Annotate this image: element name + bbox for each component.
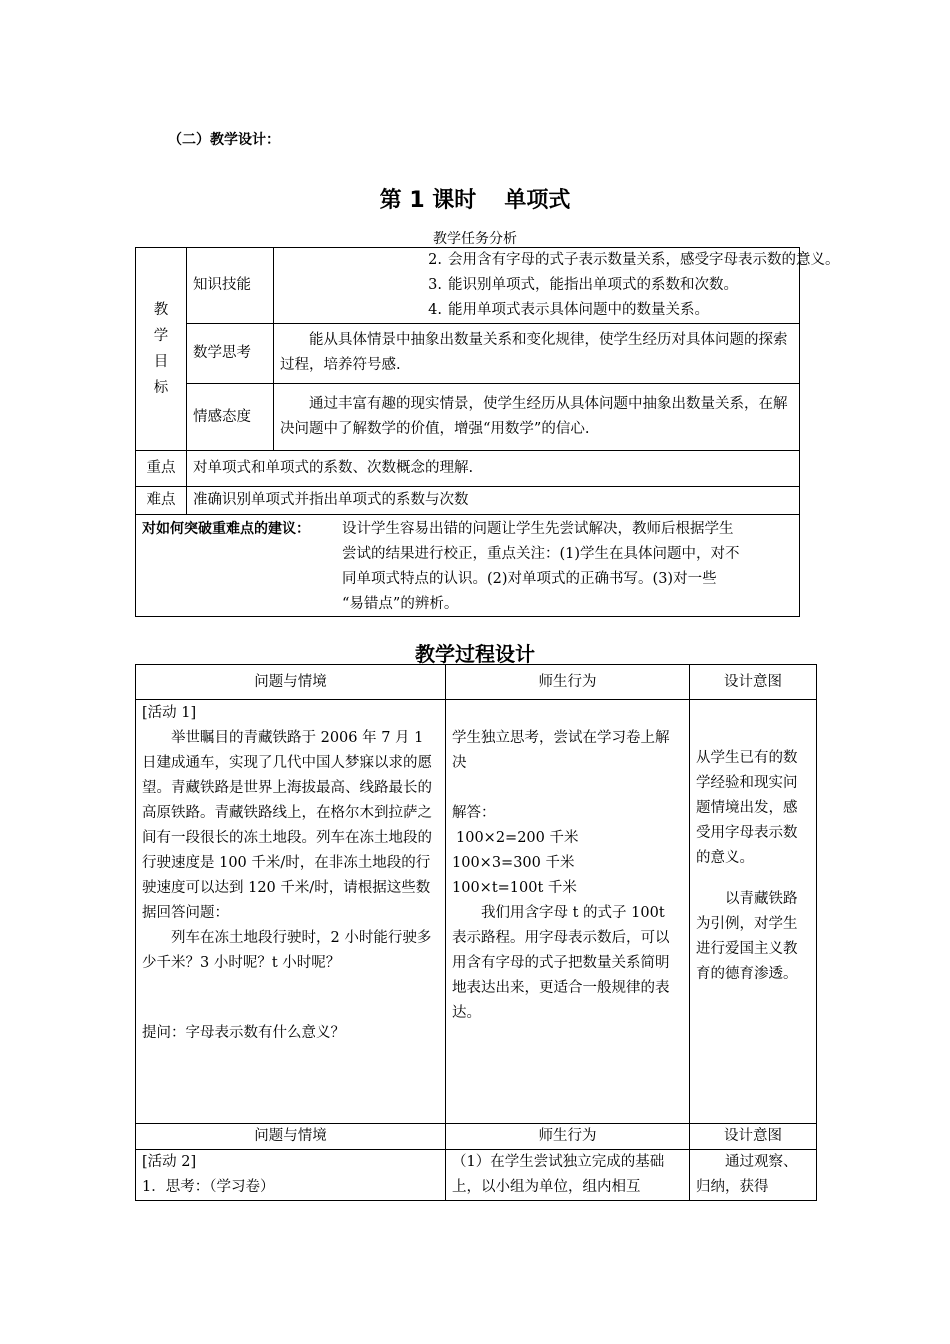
intent-paragraph: 以青藏铁路为引例，对学生进行爱国主义教育的德育渗透。 (696, 891, 798, 982)
answer-line: 100×2=200 千米 (456, 830, 579, 846)
answer-label: 解答： (452, 805, 496, 821)
activity2-behavior: （1）在学生尝试独立完成的基础上，以小组为单位，组内相互 (446, 1150, 690, 1201)
key-point-label: 重点 (136, 451, 187, 487)
activity2-think: 1．思考：（学习卷） (142, 1179, 275, 1195)
suggestion-line: 设计学生容易出错的问题让学生先尝试解决，教师后根据学生 (342, 521, 734, 537)
thinking-label: 数学思考 (187, 324, 274, 384)
lesson-title (0, 183, 950, 214)
goals-label-char: 目 (153, 354, 169, 370)
process-title: 教学过程设计 (415, 642, 535, 666)
difficulty-label: 难点 (136, 487, 187, 515)
thinking-text: 能从具体情景中抽象出数量关系和变化规律，使学生经历对具体问题的探索过程，培养符号感. (274, 324, 800, 384)
task-analysis-table (135, 247, 840, 617)
lesson-number: 第 1 课时 (379, 188, 477, 213)
goal-item: 3. 能识别单项式，能指出单项式的系数和次数。 (428, 277, 738, 293)
col-header-intent: 设计意图 (690, 665, 817, 700)
answer-line: 100×t=100t 千米 (452, 880, 577, 896)
col-header-intent: 设计意图 (690, 1124, 817, 1150)
attitude-label: 情感态度 (187, 384, 274, 451)
activity1-problem (136, 700, 446, 1124)
col-header-behavior: 师生行为 (446, 665, 690, 700)
key-point-text: 对单项式和单项式的系数、次数概念的理解. (187, 451, 800, 487)
activity1-tag: [活动 1] (142, 705, 197, 721)
suggestion-label: 对如何突破重难点的建议： (142, 521, 310, 537)
goal-item: 4. 能用单项式表示具体问题中的数量关系。 (428, 302, 709, 318)
section-heading: （二）教学设计： (168, 132, 280, 148)
behavior-text: 我们用含字母 t 的式子 100t 表示路程。用字母表示数后，可以用含有字母的式子把数量关系简明地表达出来，更适合一般规律的表达。 (452, 905, 670, 1021)
col-header-problem: 问题与情境 (136, 665, 446, 700)
difficulty-text: 准确识别单项式并指出单项式的系数与次数 (187, 487, 800, 515)
activity1-intent (690, 700, 817, 1124)
activity2-problem (136, 1150, 446, 1201)
intent-paragraph: 从学生已有的数学经验和现实问题情境出发，感受用字母表示数的意义。 (696, 750, 798, 866)
activity1-behavior (446, 700, 690, 1124)
goals-label-char: 学 (153, 328, 169, 344)
goal-item: 2. 会用含有字母的式子表示数量关系，感受字母表示数的意义。 (428, 252, 840, 268)
suggestion-line: 尝试的结果进行校正，重点关注：(1)学生在具体问题中，对不 (342, 546, 740, 562)
suggestion-cell (136, 515, 800, 617)
activity1-paragraph: 举世瞩目的青藏铁路于 2006 年 7 月 1 日建成通车，实现了几代中国人梦寐以求的愿望。青藏铁路是世界上海拔最高、线路最长的高原铁路。青藏铁路线上，在格尔木到拉萨之间有一段很长的冻土地段。列车在冻土地段的行驶速度是 100 千米/时，在非冻土地段的行驶速度可以达到 120 千米/时，请根据这些数据回答问题： (142, 730, 432, 921)
answer-line: 100×3=300 千米 (452, 855, 575, 871)
suggestion-line: “易错点”的辨析。 (342, 596, 459, 612)
suggestion-line: 同单项式特点的认识。(2)对单项式的正确书写。(3)对一些 (342, 571, 717, 587)
attitude-text: 通过丰富有趣的现实情景，使学生经历从具体问题中抽象出数量关系，在解决问题中了解数学的价值，增强“用数学”的信心. (274, 384, 800, 451)
lesson-topic: 单项式 (504, 188, 571, 213)
activity1-paragraph: 列车在冻土地段行驶时，2 小时能行驶多少千米？3 小时呢？t 小时呢？ (142, 930, 432, 971)
knowledge-items (274, 248, 840, 324)
behavior-intro: 学生独立思考，尝试在学习卷上解决 (452, 730, 670, 771)
goals-label (136, 248, 187, 451)
task-analysis-title: 教学任务分析 (433, 231, 517, 247)
knowledge-label: 知识技能 (187, 248, 274, 324)
goals-label-char: 标 (153, 380, 169, 396)
activity2-tag: [活动 2] (142, 1154, 197, 1170)
col-header-problem: 问题与情境 (136, 1124, 446, 1150)
activity2-intent: 通过观察、归纳，获得 (690, 1150, 817, 1201)
suggestion-text (342, 517, 793, 617)
goals-label-char: 教 (153, 302, 169, 318)
col-header-behavior: 师生行为 (446, 1124, 690, 1150)
process-table (135, 664, 817, 1201)
activity1-question: 提问：字母表示数有什么意义？ (142, 1025, 345, 1041)
